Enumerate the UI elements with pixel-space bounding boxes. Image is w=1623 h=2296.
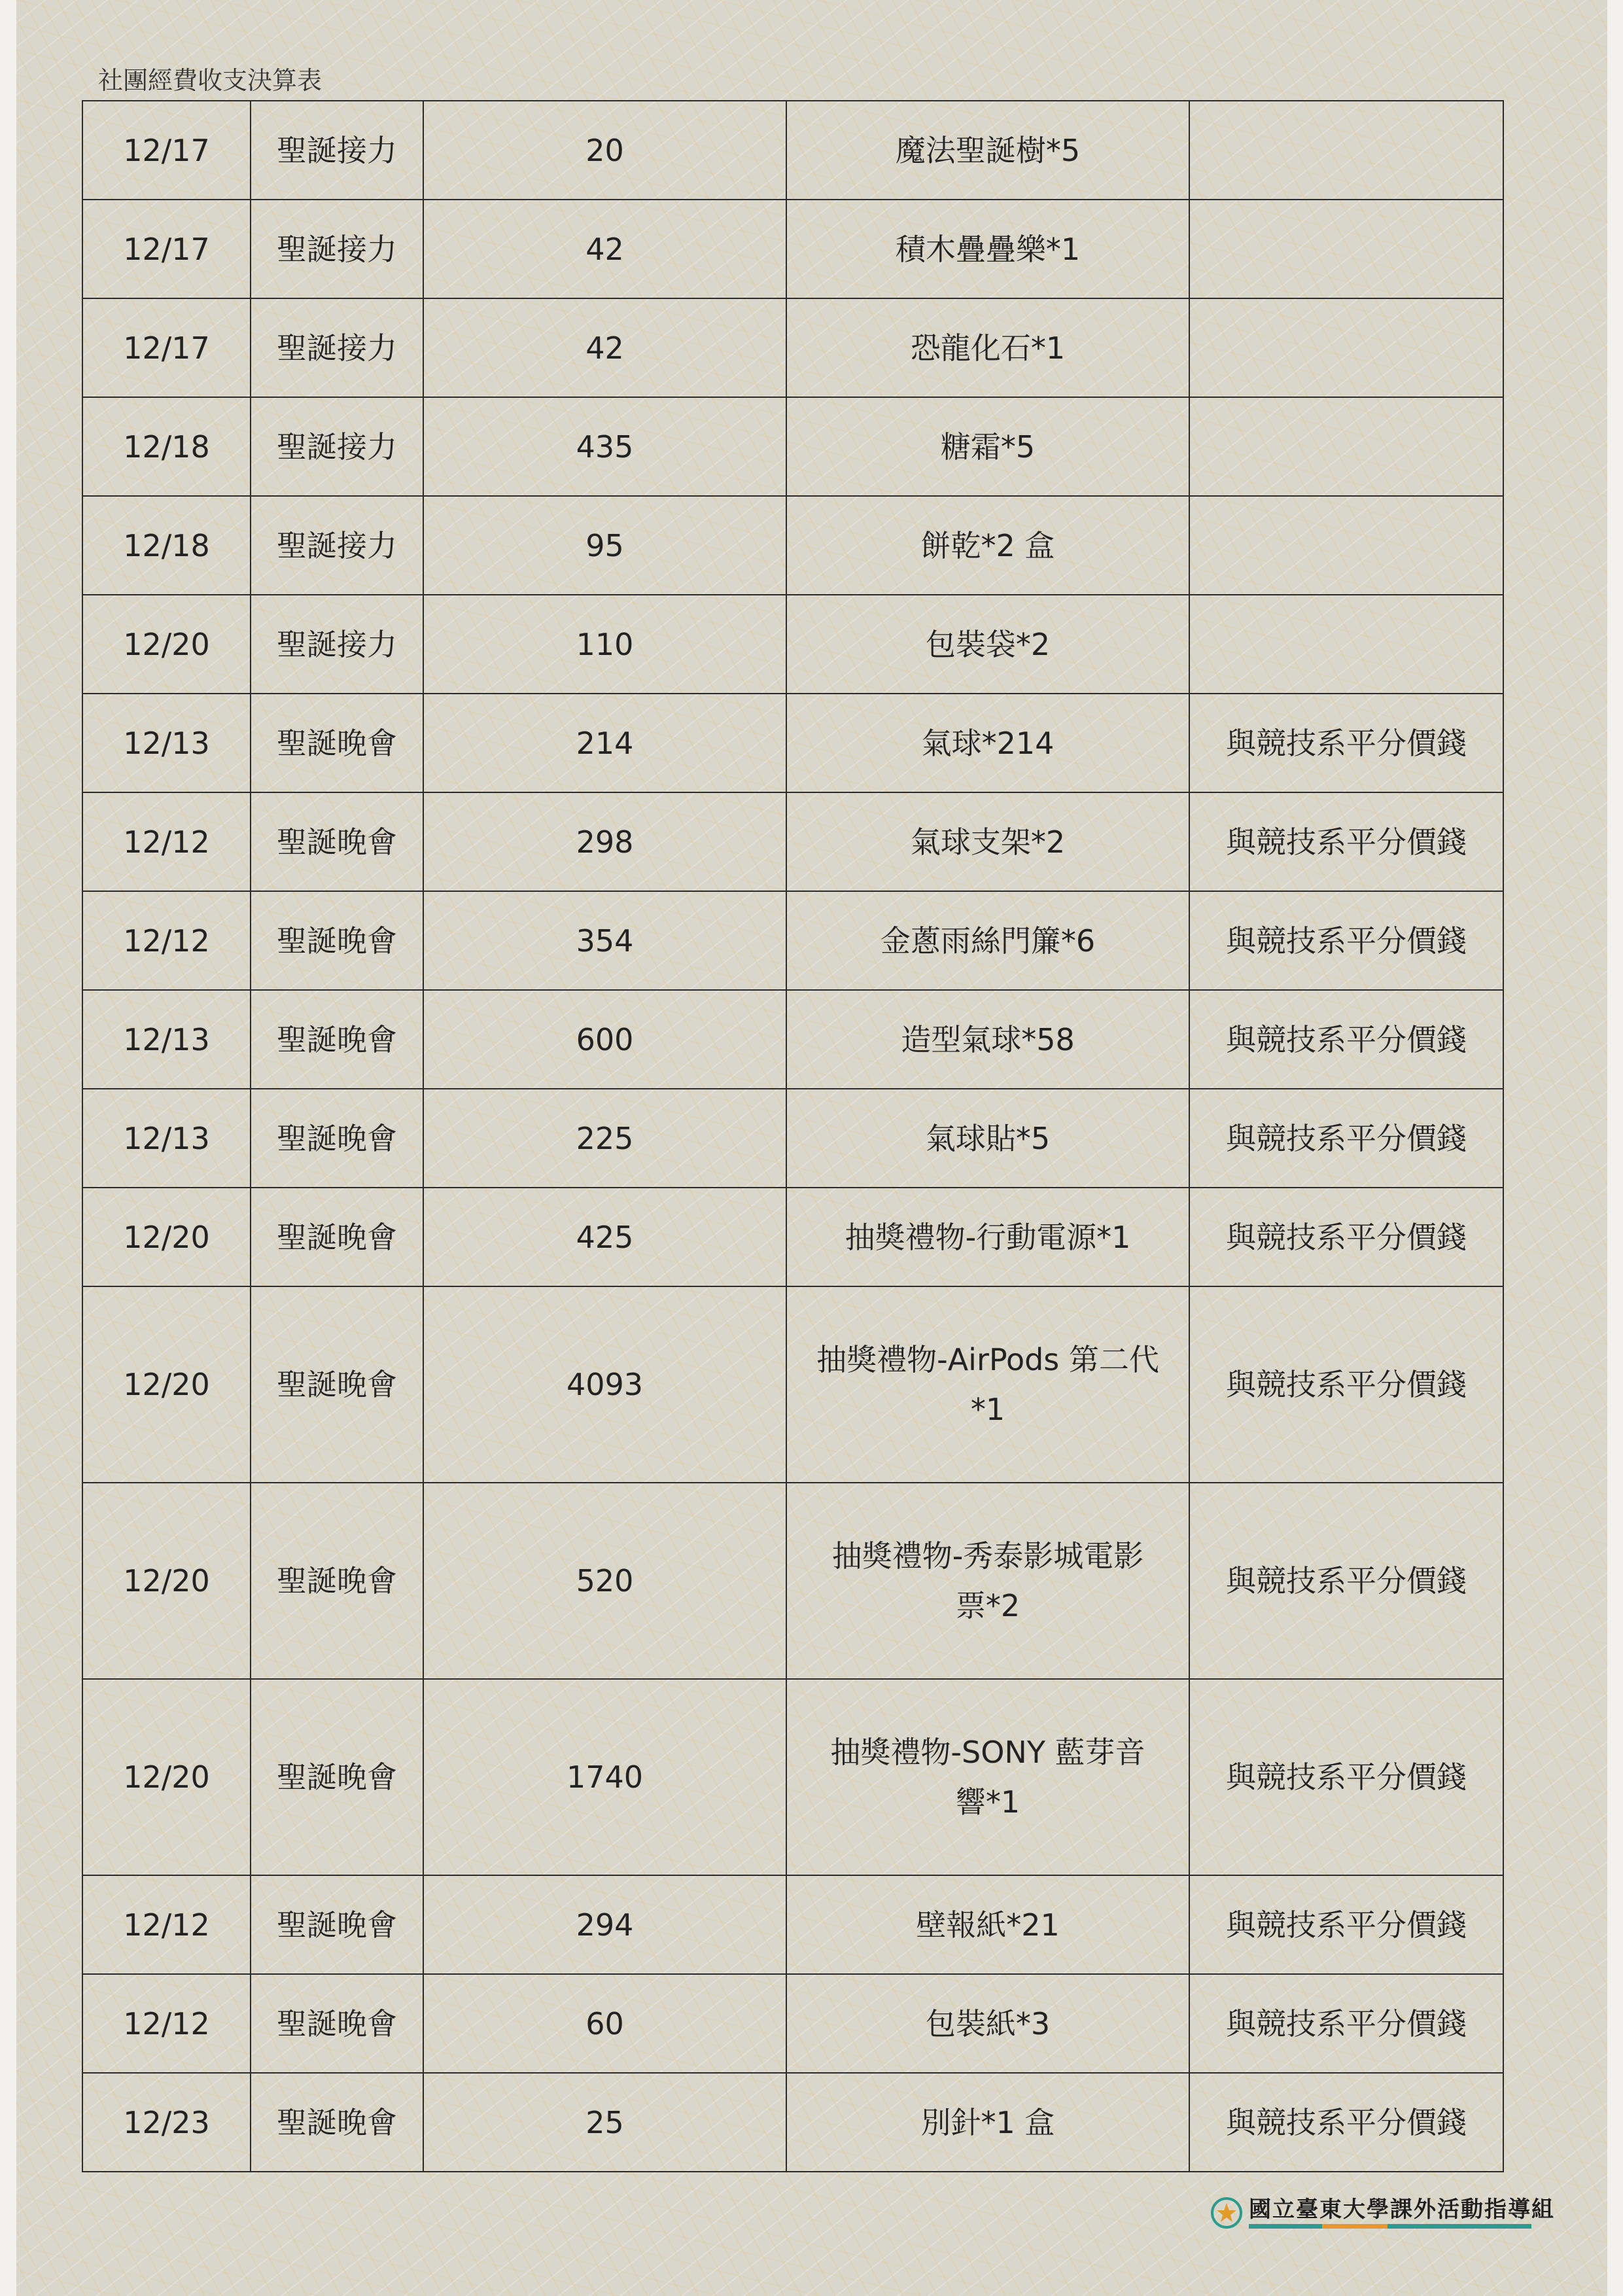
item-cell (786, 694, 1189, 792)
star-emblem-icon (1211, 2197, 1242, 2229)
item-line: *1 (970, 1392, 1005, 1427)
event-cell: 聖誕接力 (251, 101, 423, 200)
note-cell: 與競技系平分價錢 (1189, 792, 1503, 891)
amount-cell: 435 (423, 397, 786, 496)
note-cell: 與競技系平分價錢 (1189, 1974, 1503, 2073)
table-row (82, 595, 1503, 694)
item-cell (786, 200, 1189, 298)
item-cell (786, 2073, 1189, 2172)
item-line: 抽獎禮物-AirPods 第二代 (816, 1342, 1159, 1377)
note-cell (1189, 595, 1503, 694)
table-row (82, 298, 1503, 397)
date-cell: 12/12 (82, 1974, 251, 2073)
amount-cell: 1740 (423, 1679, 786, 1875)
event-cell: 聖誕晚會 (251, 1286, 423, 1483)
item-line: 抽獎禮物-行動電源*1 (845, 1219, 1131, 1255)
note-cell (1189, 496, 1503, 595)
item-line: 氣球*214 (921, 725, 1055, 761)
note-cell: 與競技系平分價錢 (1189, 891, 1503, 990)
item-line: 糖霜*5 (940, 429, 1036, 465)
amount-cell: 60 (423, 1974, 786, 2073)
expense-table (82, 100, 1504, 2172)
item-cell (786, 595, 1189, 694)
logo-color-band (1249, 2224, 1555, 2229)
event-cell: 聖誕晚會 (251, 1483, 423, 1679)
date-cell: 12/18 (82, 496, 251, 595)
date-cell: 12/12 (82, 891, 251, 990)
item-line: 造型氣球*58 (901, 1021, 1075, 1057)
amount-cell: 95 (423, 496, 786, 595)
item-cell (786, 496, 1189, 595)
item-cell (786, 990, 1189, 1089)
item-line: 壁報紙*21 (916, 1907, 1060, 1943)
date-cell: 12/23 (82, 2073, 251, 2172)
item-line: 氣球貼*5 (925, 1120, 1051, 1156)
university-logo (1211, 2197, 1555, 2229)
item-line: 金蔥雨絲門簾*6 (880, 923, 1096, 959)
event-cell: 聖誕接力 (251, 397, 423, 496)
event-cell: 聖誕接力 (251, 595, 423, 694)
event-cell: 聖誕接力 (251, 200, 423, 298)
item-cell (786, 101, 1189, 200)
table-row (82, 101, 1503, 200)
amount-cell: 354 (423, 891, 786, 990)
event-cell: 聖誕晚會 (251, 1875, 423, 1974)
date-cell: 12/20 (82, 1286, 251, 1483)
amount-cell: 25 (423, 2073, 786, 2172)
event-cell: 聖誕接力 (251, 298, 423, 397)
item-line: 包裝袋*2 (925, 626, 1051, 662)
table-row (82, 1875, 1503, 1974)
table-row (82, 792, 1503, 891)
event-cell: 聖誕晚會 (251, 990, 423, 1089)
note-cell: 與競技系平分價錢 (1189, 1483, 1503, 1679)
table-row (82, 990, 1503, 1089)
item-cell (786, 792, 1189, 891)
table-row (82, 496, 1503, 595)
item-cell (786, 1188, 1189, 1286)
event-cell: 聖誕晚會 (251, 694, 423, 792)
table-row (82, 2073, 1503, 2172)
date-cell: 12/20 (82, 1483, 251, 1679)
amount-cell: 520 (423, 1483, 786, 1679)
table-row (82, 397, 1503, 496)
table-row (82, 200, 1503, 298)
event-cell: 聖誕晚會 (251, 2073, 423, 2172)
amount-cell: 600 (423, 990, 786, 1089)
item-cell (786, 891, 1189, 990)
item-line: 餅乾*2 盒 (920, 527, 1055, 563)
amount-cell: 214 (423, 694, 786, 792)
item-cell (786, 397, 1189, 496)
item-line: 包裝紙*3 (925, 2005, 1051, 2041)
document-page (16, 0, 1607, 2296)
date-cell: 12/13 (82, 694, 251, 792)
date-cell: 12/20 (82, 1188, 251, 1286)
amount-cell: 110 (423, 595, 786, 694)
note-cell (1189, 200, 1503, 298)
amount-cell: 42 (423, 200, 786, 298)
item-line: 抽獎禮物-SONY 藍芽音 (830, 1735, 1145, 1770)
amount-cell: 225 (423, 1089, 786, 1188)
note-cell: 與競技系平分價錢 (1189, 1679, 1503, 1875)
event-cell: 聖誕晚會 (251, 1188, 423, 1286)
date-cell: 12/18 (82, 397, 251, 496)
date-cell: 12/20 (82, 1679, 251, 1875)
item-cell (786, 1974, 1189, 2073)
date-cell: 12/13 (82, 990, 251, 1089)
document-title: 社團經費收支決算表 (98, 66, 323, 95)
amount-cell: 298 (423, 792, 786, 891)
event-cell: 聖誕晚會 (251, 1679, 423, 1875)
item-line: 別針*1 盒 (920, 2104, 1055, 2140)
logo-title: 國立臺東大學課外活動指導組 (1249, 2197, 1555, 2223)
amount-cell: 20 (423, 101, 786, 200)
amount-cell: 4093 (423, 1286, 786, 1483)
date-cell: 12/17 (82, 101, 251, 200)
event-cell: 聖誕晚會 (251, 891, 423, 990)
note-cell: 與競技系平分價錢 (1189, 2073, 1503, 2172)
item-line: 積木疊疊樂*1 (895, 231, 1081, 267)
note-cell: 與競技系平分價錢 (1189, 694, 1503, 792)
note-cell (1189, 101, 1503, 200)
item-cell (786, 1679, 1189, 1875)
amount-cell: 42 (423, 298, 786, 397)
table-row (82, 891, 1503, 990)
event-cell: 聖誕晚會 (251, 792, 423, 891)
item-line: 恐龍化石*1 (910, 330, 1066, 366)
item-line: 票*2 (955, 1588, 1021, 1623)
event-cell: 聖誕晚會 (251, 1089, 423, 1188)
table-row (82, 1974, 1503, 2073)
note-cell: 與競技系平分價錢 (1189, 1188, 1503, 1286)
date-cell: 12/13 (82, 1089, 251, 1188)
table-row (82, 1679, 1503, 1875)
item-cell (786, 1875, 1189, 1974)
item-line: 氣球支架*2 (910, 824, 1066, 860)
note-cell: 與競技系平分價錢 (1189, 1875, 1503, 1974)
item-line: 響*1 (955, 1784, 1021, 1820)
table-row (82, 1286, 1503, 1483)
date-cell: 12/12 (82, 1875, 251, 1974)
item-line: 抽獎禮物-秀泰影城電影 (831, 1538, 1144, 1574)
amount-cell: 425 (423, 1188, 786, 1286)
table-row (82, 1089, 1503, 1188)
item-cell (786, 1286, 1189, 1483)
date-cell: 12/17 (82, 298, 251, 397)
date-cell: 12/17 (82, 200, 251, 298)
item-cell (786, 1483, 1189, 1679)
table-row (82, 694, 1503, 792)
item-line: 魔法聖誕樹*5 (895, 132, 1081, 168)
date-cell: 12/12 (82, 792, 251, 891)
note-cell: 與競技系平分價錢 (1189, 1089, 1503, 1188)
note-cell: 與競技系平分價錢 (1189, 1286, 1503, 1483)
table-row (82, 1483, 1503, 1679)
note-cell (1189, 298, 1503, 397)
event-cell: 聖誕接力 (251, 496, 423, 595)
date-cell: 12/20 (82, 595, 251, 694)
note-cell (1189, 397, 1503, 496)
item-cell (786, 1089, 1189, 1188)
table-row (82, 1188, 1503, 1286)
note-cell: 與競技系平分價錢 (1189, 990, 1503, 1089)
item-cell (786, 298, 1189, 397)
event-cell: 聖誕晚會 (251, 1974, 423, 2073)
amount-cell: 294 (423, 1875, 786, 1974)
